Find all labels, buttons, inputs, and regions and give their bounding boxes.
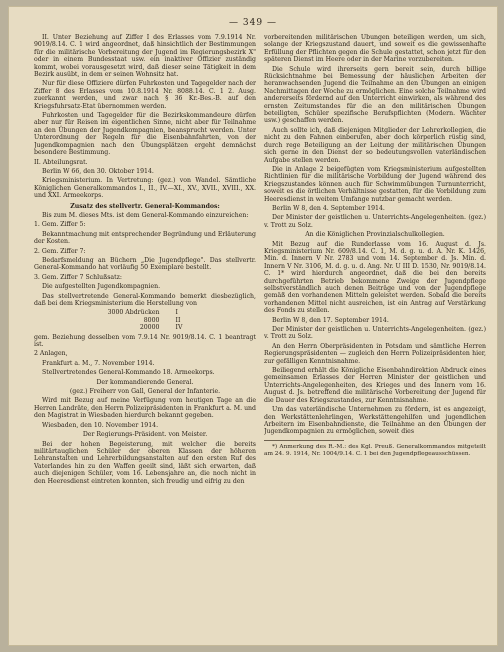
document-page: [8, 6, 498, 646]
footnote-divider: [264, 440, 344, 441]
dateline: Frankfurt a. M., 7. November 1914.: [42, 359, 155, 367]
addressee: An die Königlichen Provinzialschulkollegien.: [305, 231, 445, 239]
signature-block: Der Minister der geistlichen u. Unterrichts-Angelegenheiten. (gez.) v. Trott zu Solz.: [264, 214, 486, 229]
dateline: Berlin W 8, den 17. September 1914.: [272, 316, 389, 324]
paragraph: Bis zum M. dieses Mts. ist dem General-Kommando einzureichen:: [42, 211, 249, 219]
paragraph: Fuhrkosten und Tagegelder für die Bezirkskommandeure dürfen aber nur für Reisen im eigentlichen Sinne, nicht aber für Teilnahme an den Übungen der Jugendkompagnien, beansprucht werden. Unter Unterordnung der Regeln für die Eisenbahnfahrten, von der Jugendkompagnien nach den Übungsplätzen ergeht demnächst besondere Bestimmung.: [34, 112, 256, 157]
signature-block: Der Regierungs-Präsident. von Meister.: [82, 431, 208, 439]
table-cell: 20000: [139, 324, 160, 332]
paragraph: Nur für diese Offiziere dürfen Fuhrkosten und Tagegelder nach der Ziffer 8 des Erlasses vom 10.8.1914 Nr. 8088.14. C. 1 2. Ausg. zuerkannt werden, und zwar nach § 36 Kr.-Bes.-B. auf den Kriegsfuhrsatz-Etat übernommen werden.: [34, 80, 256, 110]
signature-block: (gez.) Freiherr von Gall, General der Infanterie.: [69, 388, 221, 396]
paragraph: Wird mit Bezug auf meine Verfügung vom heutigen Tage an die Herren Landräte, den Herrn Polizeipräsidenten in Frankfurt a. M. und den Magistrat in Wiesbaden hierdurch bekannt gegeben.: [34, 397, 256, 420]
list-item-text: Bedarfsmeldung an Büchern „Die Jugendpflege". Das stellvertr. General-Kommando hat vorläufig 50 Exemplare bestellt.: [34, 256, 256, 272]
paragraph: gem. Beziehung desselben vom 7.9.14 Nr. 9019/8.14. C. 1 beantragt ist.: [34, 333, 256, 349]
paragraph: II. Abteilungsrat.: [34, 158, 88, 166]
table-row: [100, 324, 191, 331]
paragraph: Der kommandierende General.: [96, 378, 194, 386]
table-cell: II: [175, 316, 181, 324]
dateline: Berlin W 66, den 30. Oktober 1914.: [42, 167, 154, 175]
table-cell: I: [175, 309, 178, 317]
paragraph: II. Unter Beziehung auf Ziffer I des Erlasses vom 7.9.1914 Nr. 9019/8.14. C. 1 wird angeordnet, daß hinsichtlich der Bestimmungen für die militärische Vorbereitung der Jugend im Regierungsbezirk X" oder in einem Bundesstaat usw. ein inaktiver Offizier zuständig kommt, wobei vorausgesetzt wird, daß dieser seine Tätigkeit in dem Bezirk ausübt, in dem er seinen Wohnsitz hat.: [34, 34, 256, 79]
table-cell: 8000: [143, 316, 160, 324]
paragraph: Beiliegend erhält die Königliche Eisenbahndirektion Abdruck eines gemeinsamen Erlasses der Herren Minister der geistlichen und Unterrichts-Angelegenheiten, des Krieges und des Innern vom 16. August d. Js. betreffend die militärische Vorbereitung der Jugend für die Dauer des Kriegszustandes, zur Kenntnisnahme.: [264, 367, 486, 404]
table-row: [100, 317, 191, 324]
signature-block: Der Minister der geistlichen u. Unterrichts-Angelegenheiten. (gez.) v. Trott zu Solz.: [264, 326, 486, 341]
paragraph: Die in Anlage 2 beigefügten vom Kriegsministerium aufgestellten Richtlinien für die militärische Vorbildung der Jugend während des Kriegszustandes können auch für Schwimmübungen Turnunterricht, soweit es die örtlichen Verhältnisse gestatten, für die Vorbildung zum Heeresdienst in weitem Umfange nutzbar gemacht werden.: [264, 165, 486, 203]
list-item-label: 2. Gem. Ziffer 7:: [34, 247, 86, 255]
paragraph: 2 Anlagen,: [34, 350, 68, 358]
paragraph: Bei der hohen Begeisterung, mit welcher die bereits militärtauglichen Schüler der oberen Klassen der höheren Lehranstalten und Lehrerbildungsanstalten auf den ersten Ruf des Vaterlandes hin zu den Waffen geeilt sind, läßt sich erwarten, daß auch diejenigen Schüler, vom 16. Lebensjahre an, die noch nicht in den Heeresdienst eintreten konnten, sich freudig und eifrig zu den: [34, 440, 256, 485]
paragraph: vorbereitenden militärischen Übungen beteiligen werden, um sich, solange der Kriegszustand dauert, und soweit es die gewissenhafte Erfüllung der Pflichten gegen die Schule gestattet, schon jetzt für den späteren Dienst im Heere oder in der Marine vorzubereiten.: [264, 34, 486, 64]
paragraph: Stellvertretendes General-Kommando 18. Armeekorps.: [42, 369, 215, 377]
list-item-label: 3. Gem. Ziffer 7 Schlußsatz:: [34, 273, 122, 281]
page-number: — 349 —: [229, 18, 277, 28]
paragraph: Mit Bezug auf die Runderlasse vom 16. August d. Js. Kriegsministerium Nr. 609/8.14. C. 1, M. d. g. u. d. A. Nr. K. 1426, Min. d. Innern V Nr. 2783 und vom 14. September d. Js. Min. d. Innern V Nr. 3106, M. d. g. u. d. Ang. Nr. U III D. 1530, Nr. 9019/8.14. C. 1* wird hierdurch angeordnet, daß die bei den bereits durchgeführten Betrieb bekommene Zweige der Jugendpflege selbstverständlich auch denen Beiträge und von der Jugendpflege gemäß den vorhandenen Mitteln geleistet werden. Sobald die bereits vorhandenen Mittel nicht ausreichen, ist ein Antrag auf Verstärkung des Fonds zu stellen.: [264, 240, 486, 315]
addressee: An den Herrn Oberpräsidenten in Potsdam und sämtliche Herren Regierungspräsidenten — zugleich den Herrn Polizeipräsidenten hier, zur gefälligen Kenntnisnahme.: [264, 342, 486, 365]
dateline: Wiesbaden, den 10. November 1914.: [42, 421, 159, 429]
copies-table: [100, 309, 191, 331]
right-column: [264, 34, 486, 634]
section-heading: Zusatz des stellvertr. General-Kommandos:: [70, 202, 220, 210]
signature-block: Kriegsministerium. In Vertretung: (gez.) von Wandel. Sämtliche Königlichen Generalkommandos I., II., IV.—XI., XV., XVII., XVIII., XX. und XXI. Armeekorps.: [34, 177, 256, 200]
list-item-text: Die aufgestellten Jugendkompagnien.: [42, 283, 161, 291]
paragraph: Das stellvertretende General-Kommando bemerkt diesbezüglich, daß bei dem Kriegsministerium die Herstellung von: [34, 292, 256, 307]
left-column: [34, 34, 256, 634]
table-row: [100, 309, 191, 316]
table-cell: 3000 Abdrücken: [107, 309, 160, 317]
paragraph: Auch sollte ich, daß diejenigen Mitglieder der Lehrerkollegien, die nicht zu den Fahnen einberufen, aber doch körperlich rüstig sind, durch rege Beteiligung an der Leitung der militärischen Übungen sich gerne in den Dienst der so bedeutungsvollen vaterländischen Aufgabe stellen werden.: [264, 126, 486, 164]
paragraph: Um das vaterländische Unternehmen zu fördern, ist es angezeigt, den Werkstättenlehrlingen, Werkstättengehilfen und jugendlichen Arbeitern im Eisenbahndienste, die Teilnahme an den Übungen der Jugendkompagnien zu ermöglichen, soweit dies: [264, 406, 486, 436]
list-item-text: Bekanntmachung mit entsprechender Begründung und Erläuterung der Kosten.: [34, 230, 256, 246]
list-item-label: 1. Gem. Ziffer 5:: [34, 221, 86, 229]
paragraph: Die Schule wird ihrerseits gern bereit sein, durch billige Rücksichtnahme bei Bemessung der häuslichen Arbeiten der heranwachsenden Jugend die Teilnahme an den Übungen an einigen Nachmittagen der Woche zu ermöglichen. Eine solche Teilnahme wird andererseits fördernd auf den Unterricht einwirken, als während des ernsten Zeitumstandes für die an den militärischen Übungen beteiligten, Schüler spezifische Berufspflichten (Modern. Wächter usw.) geschaffen werden.: [264, 65, 486, 125]
dateline: Berlin W 8, den 4. September 1914.: [272, 204, 385, 212]
table-cell: IV: [175, 324, 183, 332]
footnote: *) Anmerkung des R.-M.: des Kgl. Preuß. Generalkommandos mitgeteilt am 24. 9. 1914, Nr. 1004/9.14. C. 1 bei den Jugendpflegeausschüssen.: [264, 443, 486, 457]
